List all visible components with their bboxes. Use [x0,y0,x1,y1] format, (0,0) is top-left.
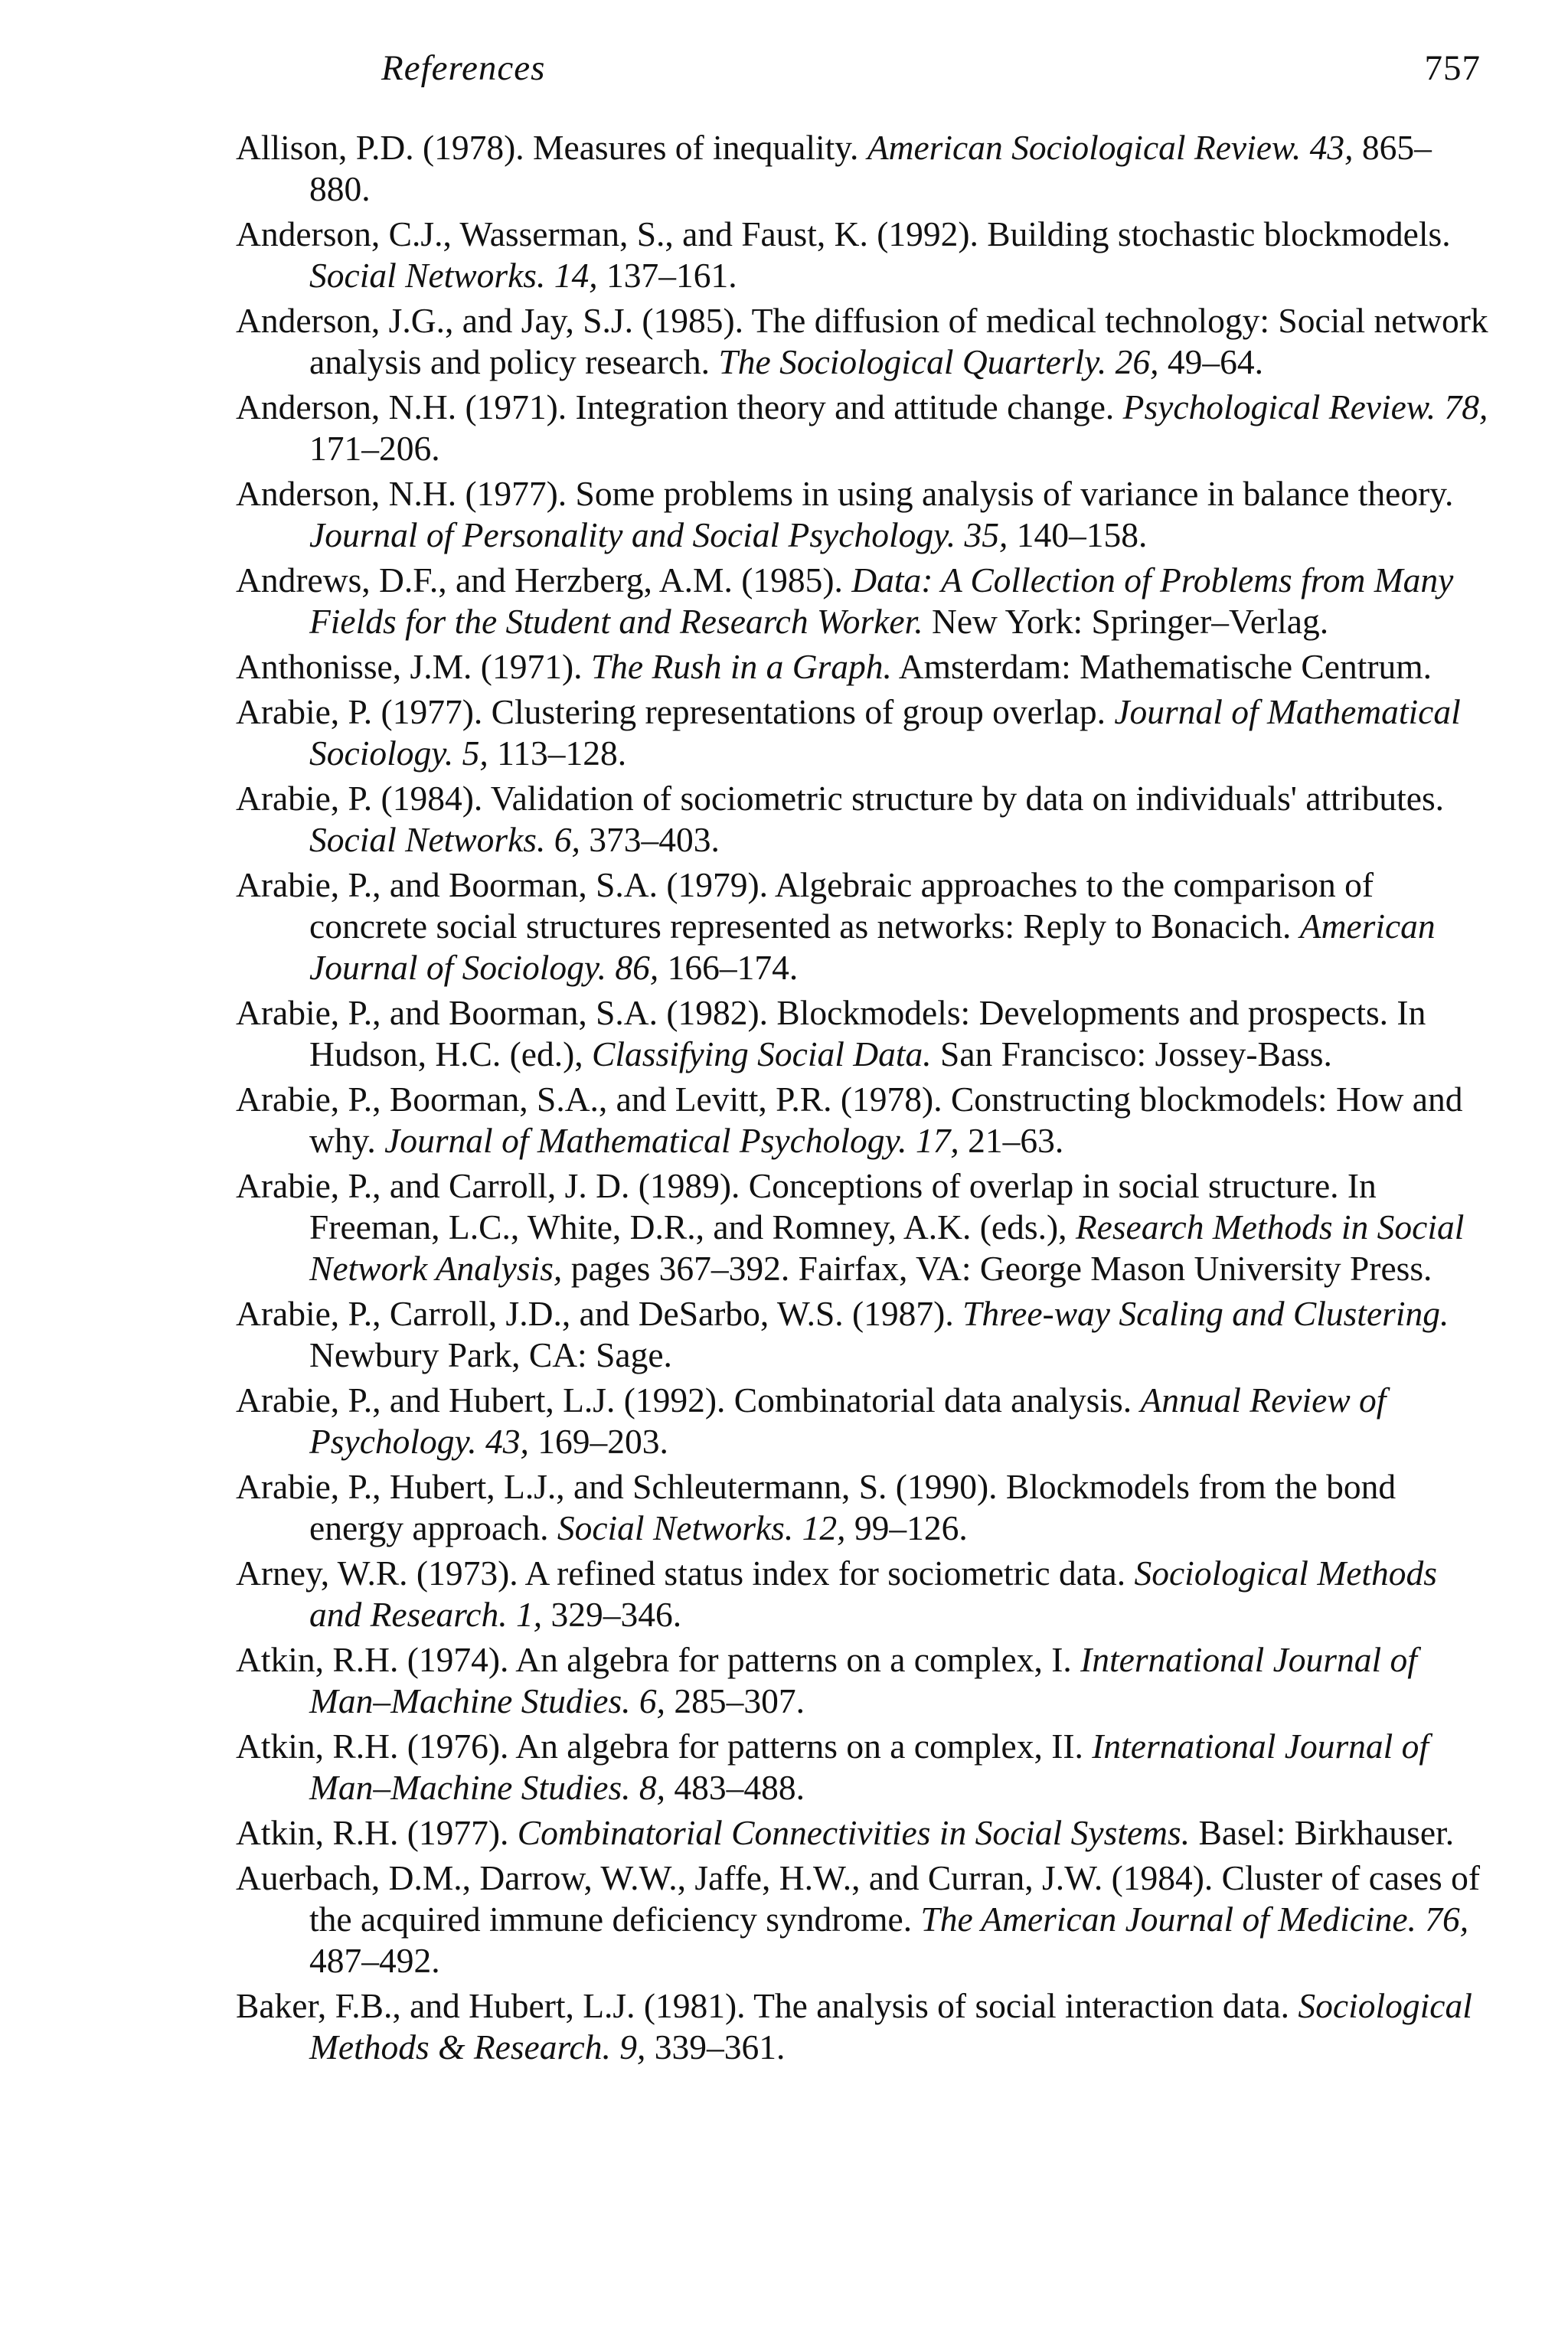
reference-entry [236,1985,1491,2068]
reference-entry [236,1293,1491,1376]
reference-source: International Journal of Man–Machine Studies. 8, [309,1727,1429,1807]
reference-pages: 99–126. [845,1508,968,1547]
running-head [381,47,1481,101]
reference-entry [236,646,1491,688]
reference-source: Three-way Scaling and Clustering. [962,1294,1449,1333]
reference-text: Arabie, P., Hubert, L.J., and Schleutermann, S. (1990). Blockmodels from the bond energy approach. [236,1467,1396,1547]
reference-source: American Journal of Sociology. 86, [309,907,1436,987]
reference-source: Sociological Methods and Research. 1, [309,1554,1438,1634]
reference-pages: 487–492. [309,1941,440,1980]
reference-pages: 483–488. [665,1768,805,1807]
reference-entry [236,560,1491,642]
reference-entry [236,1726,1491,1808]
reference-text: Arabie, P., Boorman, S.A., and Levitt, P.R. (1978). Constructing blockmodels: How and why. [236,1080,1463,1160]
reference-pages: San Francisco: Jossey-Bass. [931,1034,1332,1073]
reference-entry [236,691,1491,774]
running-title: References [381,48,546,88]
reference-pages: 113–128. [488,733,627,773]
reference-pages: 140–158. [1008,515,1148,554]
reference-text: Anderson, C.J., Wasserman, S., and Faust, K. (1992). Building stochastic blockmodels. [236,214,1451,253]
reference-source: Social Networks. 6, [309,820,580,859]
reference-source: Combinatorial Connectivities in Social Systems. [517,1813,1191,1852]
reference-pages: 865–880. [309,128,1432,208]
reference-entry [236,864,1491,988]
reference-text: Anderson, N.H. (1971). Integration theory and attitude change. [236,387,1123,426]
reference-entry [236,1079,1491,1161]
reference-entry [236,300,1491,383]
reference-source: The Rush in a Graph. [590,647,892,686]
reference-text: Anderson, J.G., and Jay, S.J. (1985). The diffusion of medical technology: Social network analysis and policy research. [236,301,1488,381]
reference-text: Auerbach, D.M., Darrow, W.W., Jaffe, H.W., and Curran, J.W. (1984). Cluster of cases of the acquired immune deficiency syndrome. [236,1858,1481,1939]
reference-text: Atkin, R.H. (1976). An algebra for patterns on a complex, II. [236,1727,1093,1766]
reference-pages: 171–206. [309,429,440,468]
reference-source: The Sociological Quarterly. 26, [718,342,1159,381]
reference-source: Social Networks. 12, [557,1508,846,1547]
reference-entry [236,387,1491,469]
reference-entry [236,1165,1491,1289]
reference-source: Classifying Social Data. [592,1034,932,1073]
reference-pages: 169–203. [528,1422,668,1461]
reference-pages: 329–346. [542,1595,682,1634]
reference-text: Baker, F.B., and Hubert, L.J. (1981). The analysis of social interaction data. [236,1986,1298,2025]
reference-entry [236,778,1491,861]
reference-pages: Amsterdam: Mathematische Centrum. [891,647,1432,686]
reference-pages: 285–307. [665,1681,805,1720]
reference-pages: 137–161. [597,256,737,295]
reference-pages: 49–64. [1158,342,1263,381]
reference-text: Allison, P.D. (1978). Measures of inequality. [236,128,867,167]
reference-text: Arabie, P. (1977). Clustering representations of group overlap. [236,692,1115,731]
reference-pages: Basel: Birkhauser. [1190,1813,1455,1852]
reference-source: International Journal of Man–Machine Studies. 6, [309,1640,1417,1720]
reference-text: Atkin, R.H. (1977). [236,1813,518,1852]
reference-list [236,127,1491,2072]
reference-pages: pages 367–392. Fairfax, VA: George Mason University Press. [562,1249,1432,1288]
reference-pages: 166–174. [658,948,799,987]
reference-pages: 21–63. [959,1121,1064,1160]
reference-text: Anderson, N.H. (1977). Some problems in using analysis of variance in balance theory. [236,474,1454,513]
reference-entry [236,1857,1491,1982]
reference-source: American Sociological Review. 43, [867,128,1354,167]
reference-text: Atkin, R.H. (1974). An algebra for patterns on a complex, I. [236,1640,1081,1679]
reference-text: Arabie, P., and Boorman, S.A. (1982). Blockmodels: Developments and prospects. In Hudson, H.C. (ed.), [236,993,1426,1073]
reference-entry [236,1466,1491,1549]
reference-text: Arabie, P., and Hubert, L.J. (1992). Combinatorial data analysis. [236,1380,1141,1420]
page-number: 757 [1424,48,1481,88]
reference-pages: New York: Springer–Verlag. [923,602,1329,641]
reference-source: Annual Review of Psychology. 43, [309,1380,1387,1461]
reference-source: The American Journal of Medicine. 76, [920,1900,1469,1939]
reference-source: Data: A Collection of Problems from Many Fields for the Student and Research Worker. [309,560,1454,641]
reference-source: Psychological Review. 78, [1122,387,1488,426]
reference-source: Social Networks. 14, [309,256,598,295]
reference-entry [236,1380,1491,1462]
reference-entry [236,1639,1491,1722]
reference-pages: Newbury Park, CA: Sage. [309,1335,672,1374]
reference-text: Arabie, P. (1984). Validation of sociometric structure by data on individuals' attributes. [236,779,1445,818]
reference-source: Research Methods in Social Network Analysis, [309,1207,1465,1288]
reference-source: Journal of Mathematical Psychology. 17, [384,1121,959,1160]
reference-text: Arabie, P., and Carroll, J. D. (1989). Conceptions of overlap in social structure. In Freeman, L.C., White, D.R., and Romney, A.K. (eds.), [236,1166,1377,1246]
reference-source: Sociological Methods & Research. 9, [309,1986,1472,2066]
reference-entry [236,127,1491,210]
reference-entry [236,1553,1491,1635]
reference-text: Arabie, P., Carroll, J.D., and DeSarbo, W.S. (1987). [236,1294,963,1333]
reference-text: Arney, W.R. (1973). A refined status index for sociometric data. [236,1554,1135,1593]
reference-pages: 373–403. [580,820,720,859]
reference-entry [236,214,1491,296]
reference-pages: 339–361. [645,2027,786,2066]
reference-source: Journal of Personality and Social Psychology. 35, [309,515,1008,554]
reference-text: Arabie, P., and Boorman, S.A. (1979). Algebraic approaches to the comparison of concrete social structures represented as networks: Reply to Bonacich. [236,865,1374,946]
reference-entry [236,1812,1491,1854]
reference-source: Journal of Mathematical Sociology. 5, [309,692,1461,773]
reference-entry [236,473,1491,556]
reference-text: Anthonisse, J.M. (1971). [236,647,591,686]
reference-entry [236,992,1491,1075]
reference-text: Andrews, D.F., and Herzberg, A.M. (1985). [236,560,852,600]
